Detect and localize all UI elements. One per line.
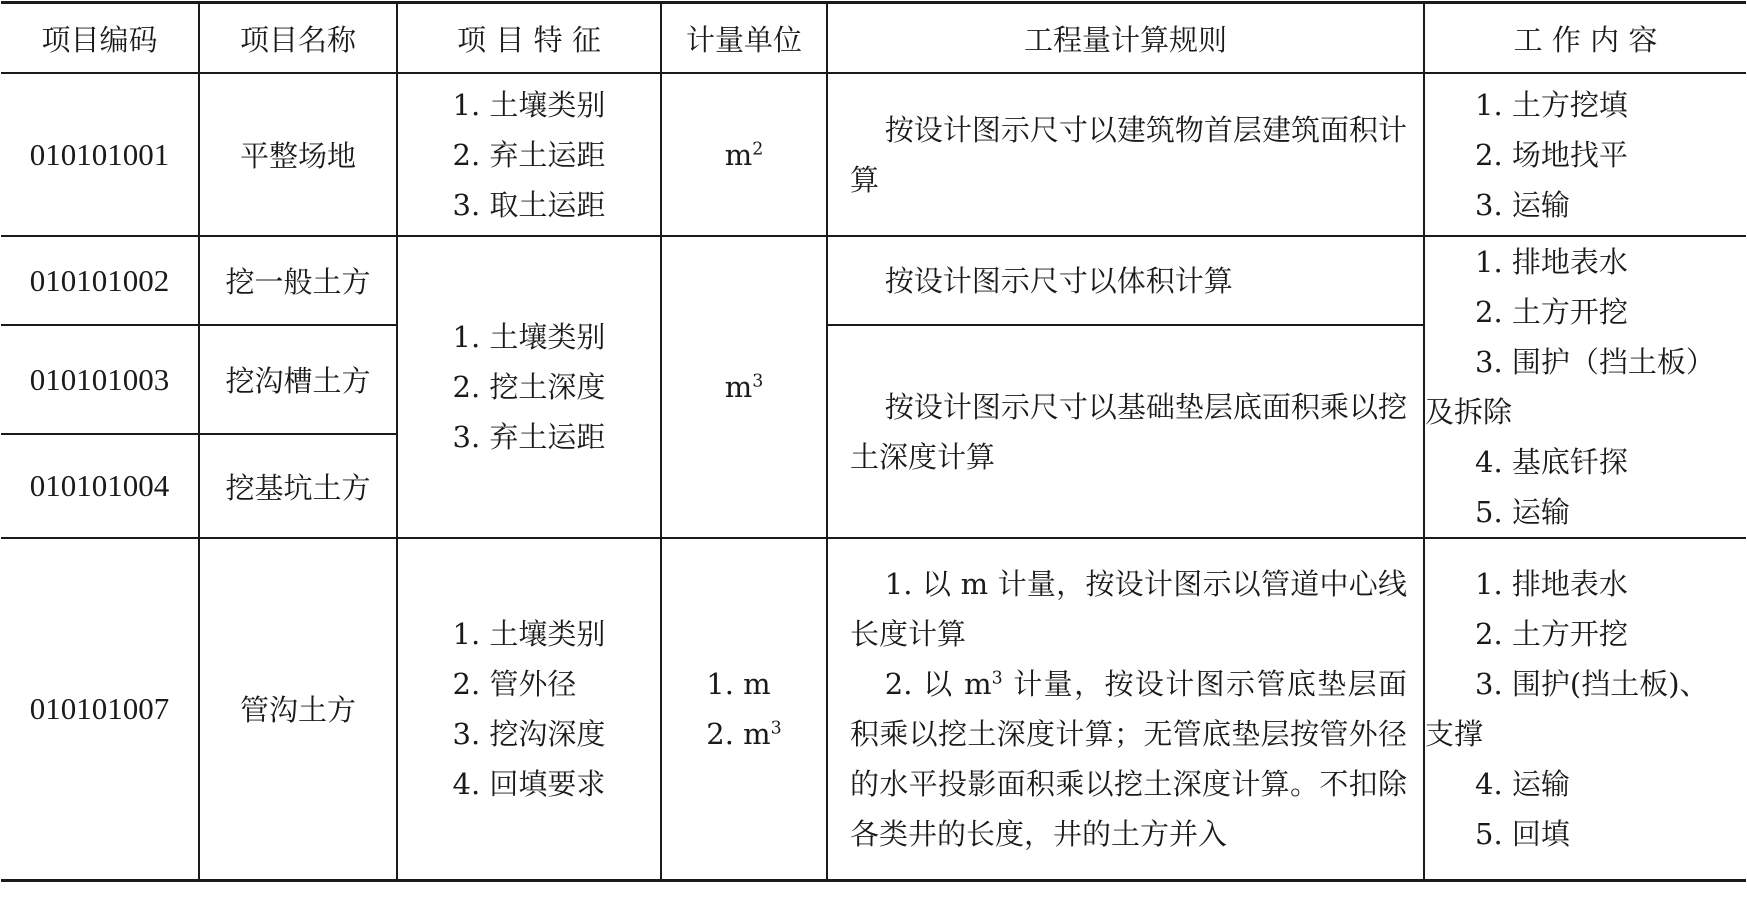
- table-row: [1, 236, 1746, 325]
- item-code: 010101004: [1, 434, 199, 538]
- feature-item: 1. 土壤类别: [452, 616, 606, 651]
- header-code: 项目编码: [1, 3, 199, 74]
- item-work: [1424, 73, 1746, 236]
- item-unit: $m^2$: [661, 73, 827, 236]
- header-row: [1, 3, 1746, 74]
- work-item: 4. 运输: [1475, 766, 1570, 801]
- header-unit: 计量单位: [661, 3, 827, 74]
- group-work: [1424, 236, 1746, 538]
- feature-item: 2. 挖土深度: [452, 370, 606, 404]
- item-code: 010101003: [1, 325, 199, 434]
- unit-item: 1. m: [706, 666, 771, 701]
- work-item-continued: 及拆除: [1425, 395, 1513, 429]
- header-features: 项 目 特 征: [397, 3, 661, 74]
- work-item: 4. 基底钎探: [1475, 445, 1628, 479]
- work-item: 2. 土方开挖: [1475, 295, 1628, 329]
- feature-item: 1. 土壤类别: [452, 87, 606, 122]
- group-rule: 按设计图示尺寸以基础垫层底面积乘以挖土深度计算: [827, 325, 1424, 538]
- unit-item: 2. $m^3$: [706, 716, 782, 751]
- item-features: [397, 73, 661, 236]
- feature-item: 3. 弃土运距: [452, 420, 606, 454]
- item-name: 挖沟槽土方: [199, 325, 397, 434]
- rule-paragraph-1: 1. 以 m 计量，按设计图示以管道中心线长度计算: [850, 566, 1407, 651]
- work-item: 1. 排地表水: [1475, 245, 1628, 279]
- header-rule: 工程量计算规则: [827, 3, 1424, 74]
- item-code: 010101002: [1, 236, 199, 325]
- work-item: 5. 回填: [1475, 816, 1570, 851]
- work-item: 5. 运输: [1475, 495, 1570, 529]
- work-item: 2. 土方开挖: [1475, 616, 1628, 651]
- item-name: 挖一般土方: [199, 236, 397, 325]
- feature-item: 3. 取土运距: [452, 187, 606, 222]
- work-item: 1. 土方挖填: [1475, 87, 1628, 122]
- feature-item: 4. 回填要求: [452, 766, 606, 801]
- work-item: 2. 场地找平: [1475, 137, 1628, 172]
- work-item: 1. 排地表水: [1475, 566, 1628, 601]
- group-unit: $m^3$: [661, 236, 827, 538]
- work-item: 3. 围护（挡土板）: [1475, 345, 1715, 379]
- item-name: 挖基坑土方: [199, 434, 397, 538]
- item-work: [1424, 538, 1746, 880]
- feature-item: 1. 土壤类别: [452, 320, 606, 354]
- table-row: [1, 538, 1746, 880]
- header-name: 项目名称: [199, 3, 397, 74]
- item-code: 010101001: [1, 73, 199, 236]
- item-rule: 按设计图示尺寸以体积计算: [827, 236, 1424, 325]
- item-features: [397, 538, 661, 880]
- item-name: 管沟土方: [199, 538, 397, 880]
- item-rule: 按设计图示尺寸以建筑物首层建筑面积计算: [827, 73, 1424, 236]
- work-item: 3. 围护(挡土板)、: [1475, 666, 1709, 701]
- header-work: 工 作 内 容: [1424, 3, 1746, 74]
- group-features: [397, 236, 661, 538]
- item-rule: [827, 538, 1424, 880]
- work-item-continued: 支撑: [1425, 716, 1484, 751]
- work-item: 3. 运输: [1475, 187, 1570, 222]
- bill-of-quantities-table: [1, 1, 1746, 882]
- rule-paragraph-2: 2. 以 $m^3$ 计量，按设计图示管底垫层面积乘以挖土深度计算；无管底垫层按管外径的水平投影面积乘以挖土深度计算。不扣除各类井的长度，井的土方并入: [850, 666, 1407, 851]
- feature-item: 2. 弃土运距: [452, 137, 606, 172]
- item-name: 平整场地: [199, 73, 397, 236]
- table-row: [1, 73, 1746, 236]
- item-unit: [661, 538, 827, 880]
- feature-item: 3. 挖沟深度: [452, 716, 606, 751]
- feature-item: 2. 管外径: [452, 666, 577, 701]
- item-code: 010101007: [1, 538, 199, 880]
